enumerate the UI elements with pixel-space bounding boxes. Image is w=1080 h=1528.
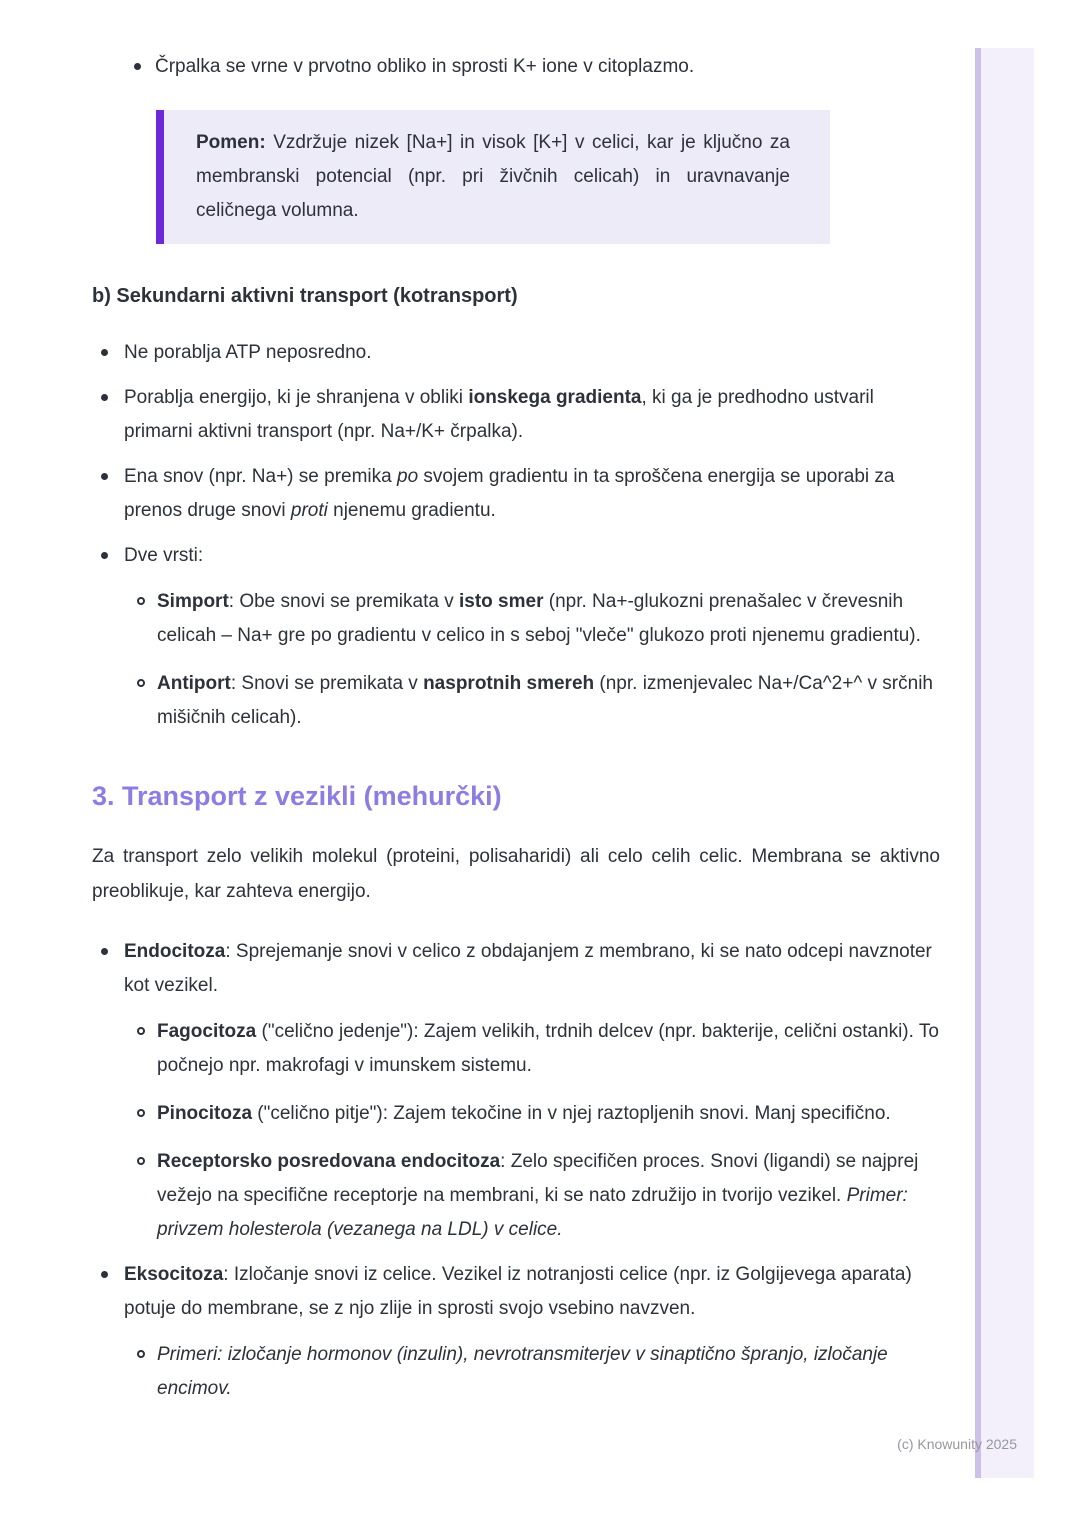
secondary-transport-list (92, 336, 940, 735)
exocytosis-sub-list (124, 1338, 940, 1406)
bullet-dot-icon (134, 63, 141, 70)
list-item (92, 381, 940, 449)
bullet-circle-icon (137, 1157, 145, 1165)
bullet-circle-icon (137, 1027, 145, 1035)
list-item (92, 935, 940, 1247)
endocytosis-sub-list (124, 1015, 940, 1247)
list-item (92, 539, 940, 735)
list-item (92, 50, 940, 84)
bullet-dot-icon (101, 473, 108, 480)
list-item (92, 1258, 940, 1406)
list-item-text: Ena snov (npr. Na+) se premika po svojem gradientu in ta sproščena energija se uporabi za prenos druge snovi proti njenemu gradientu. (124, 466, 895, 521)
list-item-text: Dve vrsti: (124, 545, 204, 566)
list-item (124, 585, 940, 653)
list-item-text: Receptorsko posredovana endocitoza: Zelo specifičen proces. Snovi (ligandi) se najprej vežejo na specifične receptorje na membrani, ki se nato združijo in tvorijo vezikel. Primer: privzem holesterola (vezanega na LDL) v celice. (157, 1151, 919, 1240)
cotransport-type-list (124, 585, 940, 735)
list-item (124, 1338, 940, 1406)
list-item-text: Eksocitoza: Izločanje snovi iz celice. Vezikel iz notranjosti celice (npr. iz Golgijevega aparata) potuje do membrane, se z njo zlije in sprosti svojo vsebino navzven. (124, 1264, 912, 1319)
list-item-text: Antiport: Snovi se premikata v nasprotnih smereh (npr. izmenjevalec Na+/Ca^2+^ v srčnih mišičnih celicah). (157, 673, 933, 728)
bullet-dot-icon (101, 948, 108, 955)
list-item (124, 667, 940, 735)
bullet-circle-icon (137, 597, 145, 605)
bullet-dot-icon (101, 394, 108, 401)
list-item-text: Porablja energijo, ki je shranjena v obliki ionskega gradienta, ki ga je predhodno ustvaril primarni aktivni transport (npr. Na+/K+ črpalka). (124, 387, 874, 442)
section-heading: 3. Transport z vezikli (mehurčki) (92, 781, 502, 811)
list-item (124, 1015, 940, 1083)
list-item (92, 460, 940, 528)
bullet-circle-icon (137, 1350, 145, 1358)
bullet-circle-icon (137, 679, 145, 687)
list-item-text: Endocitoza: Sprejemanje snovi v celico z obdajanjem z membrano, ki se nato odcepi navznoter kot vezikel. (124, 941, 932, 996)
bullet-dot-icon (101, 1271, 108, 1278)
list-item-text: Primeri: izločanje hormonov (inzulin), nevrotransmiterjev v sinaptično špranjo, izločanje encimov. (157, 1344, 888, 1399)
callout-text: Pomen: Vzdržuje nizek [Na+] in visok [K+] v celici, kar je ključno za membranski potencial (npr. pri živčnih celicah) in uravnavanje celičnega volumna. (196, 132, 790, 221)
vesicle-transport-list (92, 935, 940, 1406)
list-item (124, 1145, 940, 1247)
subsection-heading: b) Sekundarni aktivni transport (kotransport) (92, 285, 518, 307)
bullet-dot-icon (101, 552, 108, 559)
bullet-dot-icon (101, 349, 108, 356)
section-paragraph: Za transport zelo velikih molekul (proteini, polisaharidi) ali celo celih celic. Membrana se aktivno preoblikuje, kar zahteva energijo. (92, 846, 940, 902)
list-item-text: Fagocitoza ("celično jedenje"): Zajem velikih, trdnih delcev (npr. bakterije, celični ostanki). To počnejo npr. makrofagi v imunskem sistemu. (157, 1021, 939, 1076)
callout-note (156, 110, 830, 244)
list-item-text: Pinocitoza ("celično pitje"): Zajem tekočine in v njej raztopljenih snovi. Manj specifično. (157, 1103, 891, 1124)
list-item-text: Črpalka se vrne v prvotno obliko in sprosti K+ ione v citoplazmo. (155, 56, 695, 77)
list-item (92, 336, 940, 370)
list-item-text: Ne porablja ATP neposredno. (124, 342, 372, 363)
intro-bullet-list (92, 50, 940, 84)
bullet-circle-icon (137, 1109, 145, 1117)
list-item-text: Simport: Obe snovi se premikata v isto smer (npr. Na+-glukozni prenašalec v črevesnih celicah – Na+ gre po gradientu v celico in s seboj "vleče" glukozo proti njenemu gradientu). (157, 591, 921, 646)
list-item (124, 1097, 940, 1131)
footer-credit: (c) Knowunity 2025 (897, 1436, 1017, 1452)
